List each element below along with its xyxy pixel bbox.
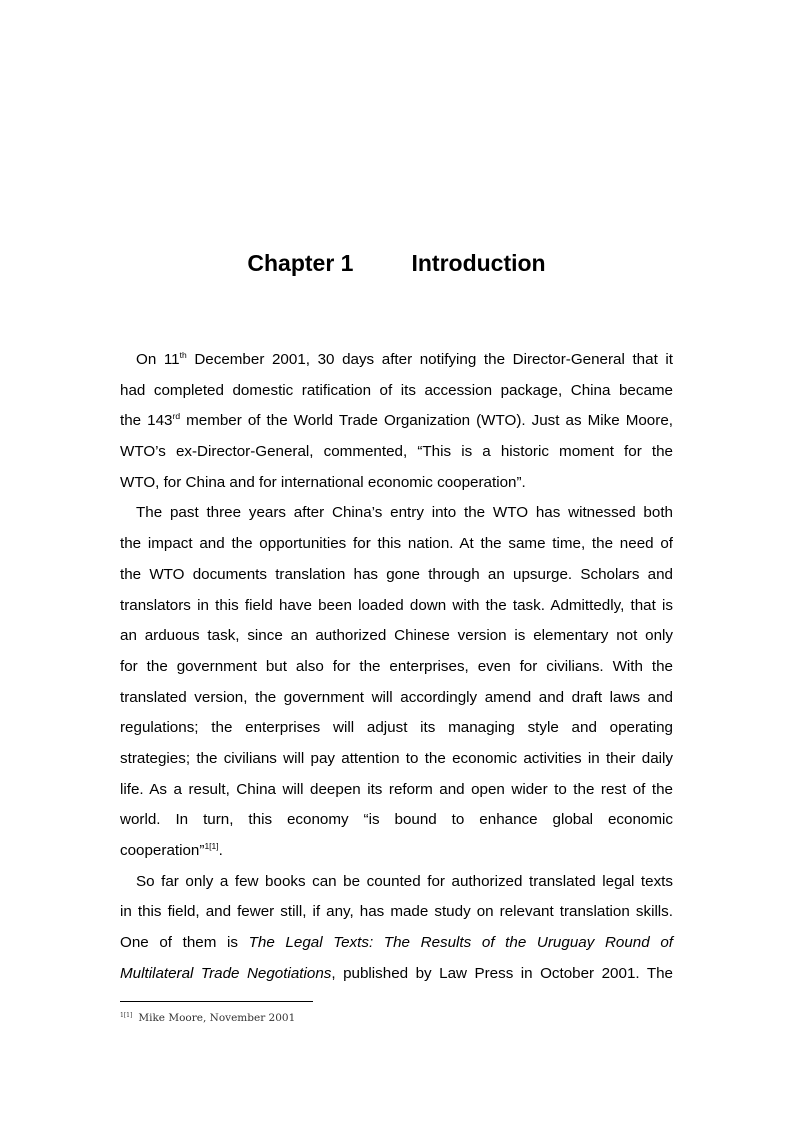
footnote-marker: 1[1] [120,1012,133,1019]
text-line: strategies; the civilians will pay attention to the economic activities in their daily [120,749,673,767]
text-line: On 11th December 2001, 30 days after notifying the Director-General that it [136,350,673,368]
text-line: The past three years after China’s entry into the WTO has witnessed both [136,504,673,522]
text-line: WTO, for China and for international economic cooperation”. [120,473,526,491]
body-text [120,345,673,989]
footnote-text: Mike Moore, November 2001 [138,1012,296,1024]
text-line: in this field, and fewer still, if any, has made study on relevant translation skills. [120,903,673,921]
paragraph [120,498,673,866]
text-line: So far only a few books can be counted for authorized translated legal texts [136,872,673,890]
text-line: world. In turn, this economy “is bound to enhance global economic [120,811,673,829]
text-line: an arduous task, since an authorized Chinese version is elementary not only [120,627,673,645]
text-line: cooperation”$^{1[1]}$. [120,841,223,859]
text-line: for the government but also for the enterprises, even for civilians. With the [120,657,673,675]
text-line: One of them is The Legal Texts: The Results of the Uruguay Round of [120,934,673,952]
text-line: regulations; the enterprises will adjust its managing style and operating [120,719,673,737]
text-line: WTO’s ex-Director-General, commented, “This is a historic moment for the [120,443,673,461]
footnote-separator [120,1001,313,1002]
chapter-number: Chapter 1 [247,250,354,276]
paragraph [120,345,673,498]
chapter-heading [0,250,793,277]
footnote-reference[interactable]: 1[1] [204,841,219,851]
text-line: the impact and the opportunities for this nation. At the same time, the need of [120,535,673,553]
chapter-title: Introduction [411,250,546,276]
footnote [120,1012,295,1024]
book-title: Multilateral Trade Negotiations [120,964,332,982]
paragraph [120,867,673,990]
text-line: the 143rd member of the World Trade Organization (WTO). Just as Mike Moore, [120,411,673,430]
text-line: Multilateral Trade Negotiations, published by Law Press in October 2001. The [120,964,673,982]
text-line: life. As a result, China will deepen its reform and open wider to the rest of the [120,780,673,798]
text-line: translators in this field have been loaded down with the task. Admittedly, that is [120,596,673,614]
text-line: the WTO documents translation has gone through an upsurge. Scholars and [120,565,673,583]
book-title: The Legal Texts: The Results of the Uruguay Round of [248,934,673,952]
text-line: had completed domestic ratification of its accession package, China became [120,381,673,399]
text-line: translated version, the government will accordingly amend and draft laws and [120,688,673,706]
